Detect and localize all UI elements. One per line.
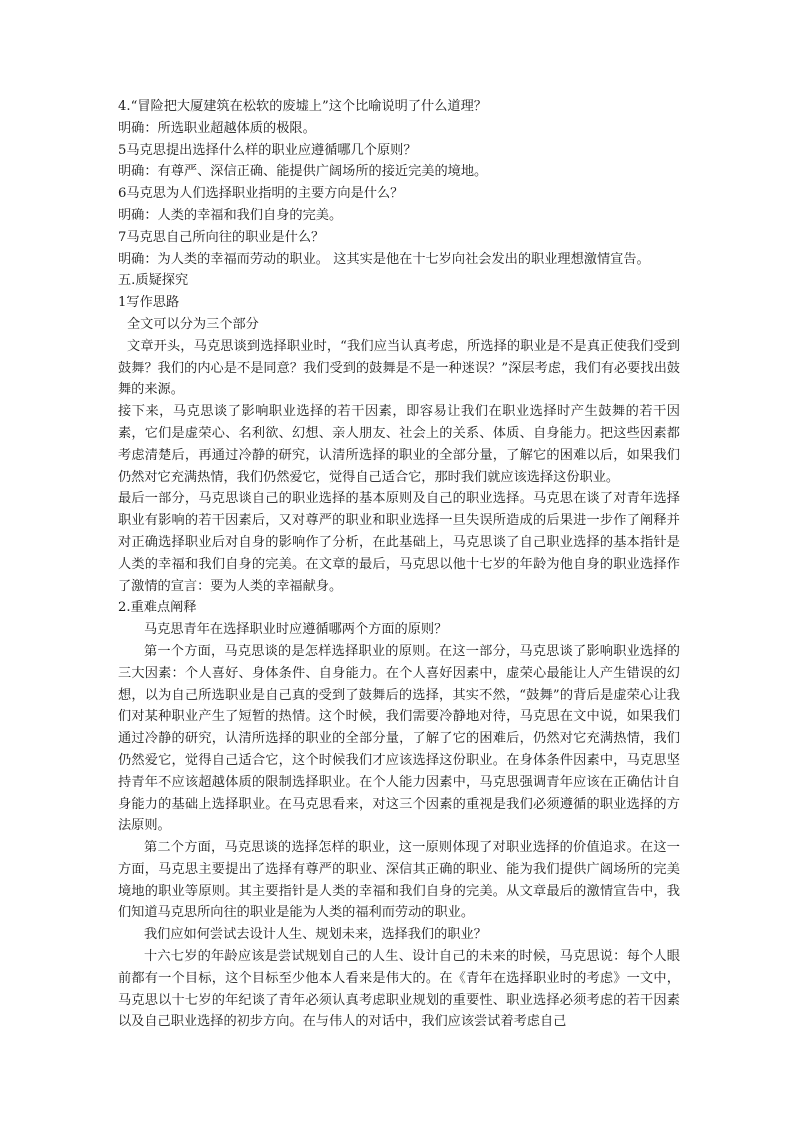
question-7: 7马克思自己所向往的职业是什么？	[118, 229, 325, 245]
document-page	[118, 96, 680, 1033]
paragraph-opening: 文章开头，马克思谈到选择职业时，“我们应当认真考虑，所选择的职业是不是真正使我们受到鼓舞？我们的内心是不是同意？我们受到的鼓舞是不是一种迷误？”深层考虑，我们有必要找出鼓舞的来源。	[118, 338, 680, 398]
question-6: 6马克思为人们选择职业指明的主要方向是什么？	[118, 186, 404, 202]
question-4: 4.“冒险把大厦建筑在松软的废墟上”这个比喻说明了什么道理？	[118, 99, 487, 114]
paragraph-second-aspect: 第二个方面，马克思谈的选择怎样的职业，这一原则体现了对职业选择的价值追求。在这一方面，马克思主要提出了选择有尊严的职业、深信其正确的职业、能为我们提供广阔场所的完美境地的职业等原则。其主要指针是人类的幸福和我们自身的完美。从文章最后的激情宣告中，我们知道马克思所向往的职业是能为人类的福利而劳动的职业。	[118, 840, 680, 921]
answer-5: 明确：有尊严、深信正确、能提供广阔场所的接近完美的境地。	[118, 164, 488, 180]
paragraph-age-planning: 十六七岁的年龄应该是尝试规划自己的人生、设计自己的未来的时候，马克思说：每个人眼前都有一个目标，这个目标至少他本人看来是伟大的。在《青年在选择职业时的考虑》一文中，马克思以十七岁的年纪谈了青年必须认真考虑职业规划的重要性、职业选择必须考虑的若干因素以及自己职业选择的初步方向。在与伟人的对话中，我们应该尝试着考虑自己	[118, 949, 680, 1030]
answer-4: 明确：所选职业超越体质的极限。	[118, 120, 316, 136]
paragraph-first-aspect: 第一个方面，马克思谈的是怎样选择职业的原则。在这一部分，马克思谈了影响职业选择的三大因素：个人喜好、身体条件、自身能力。在个人喜好因素中，虚荣心最能让人产生错误的幻想，以为自己所选职业是自己真的受到了鼓舞后的选择，其实不然，“鼓舞”的背后是虚荣心让我们对某种职业产生了短暂的热情。这个时候，我们需要冷静地对待，马克思在文中说，如果我们通过冷静的研究，认清所选择的职业的全部分量，了解了它的困难后，仍然对它充满热情，我们仍然爱它，觉得自己适合它，这个时候我们才应该选择这份职业。在身体条件因素中，马克思坚持青年不应该超越体质的限制选择职业。在个人能力因素中，马克思强调青年应该在正确估计自身能力的基础上选择职业。在马克思看来，对这三个因素的重视是我们必须遵循的职业选择的方法原则。	[118, 643, 680, 834]
paragraph-final: 最后一部分，马克思谈自己的职业选择的基本原则及自己的职业选择。马克思在谈了对青年选择职业有影响的若干因素后，又对尊严的职业和职业选择一旦失误所造成的后果进一步作了阐释并对正确选择职业后对自身的影响作了分析，在此基础上，马克思谈了自己职业选择的基本指针是人类的幸福和我们自身的完美。在文章的最后，马克思以他十七岁的年龄为他自身的职业选择作了激情的宣言：要为人类的幸福献身。	[118, 491, 680, 594]
answer-6: 明确：人类的幸福和我们自身的完美。	[118, 207, 343, 223]
answer-7: 明确：为人类的幸福而劳动的职业。 这其实是他在十七岁向社会发出的职业理想激情宣告。	[118, 251, 650, 267]
question-two-principles: 马克思青年在选择职业时应遵循哪两个方面的原则？	[144, 622, 448, 638]
subheading-writing-idea: 1写作思路	[118, 295, 180, 311]
subheading-key-points: 2.重难点阐释	[118, 600, 197, 616]
structure-note: 全文可以分为三个部分	[127, 316, 259, 332]
section-heading-5: 五.质疑探究	[118, 273, 189, 289]
question-plan-future: 我们应如何尝试去设计人生、规划未来，选择我们的职业？	[144, 927, 487, 943]
paragraph-middle: 接下来，马克思谈了影响职业选择的若干因素，即容易让我们在职业选择时产生鼓舞的若干因素，它们是虚荣心、名利欲、幻想、亲人朋友、社会上的关系、体质、自身能力。把这些因素都考虑清楚后，再通过冷静的研究，认清所选择的职业的全部分量，了解它的困难以后，如果我们仍然对它充满热情，我们仍然爱它，觉得自己适合它，那时我们就应该选择这份职业。	[118, 404, 680, 485]
question-5: 5马克思提出选择什么样的职业应遵循哪几个原则？	[118, 142, 417, 158]
